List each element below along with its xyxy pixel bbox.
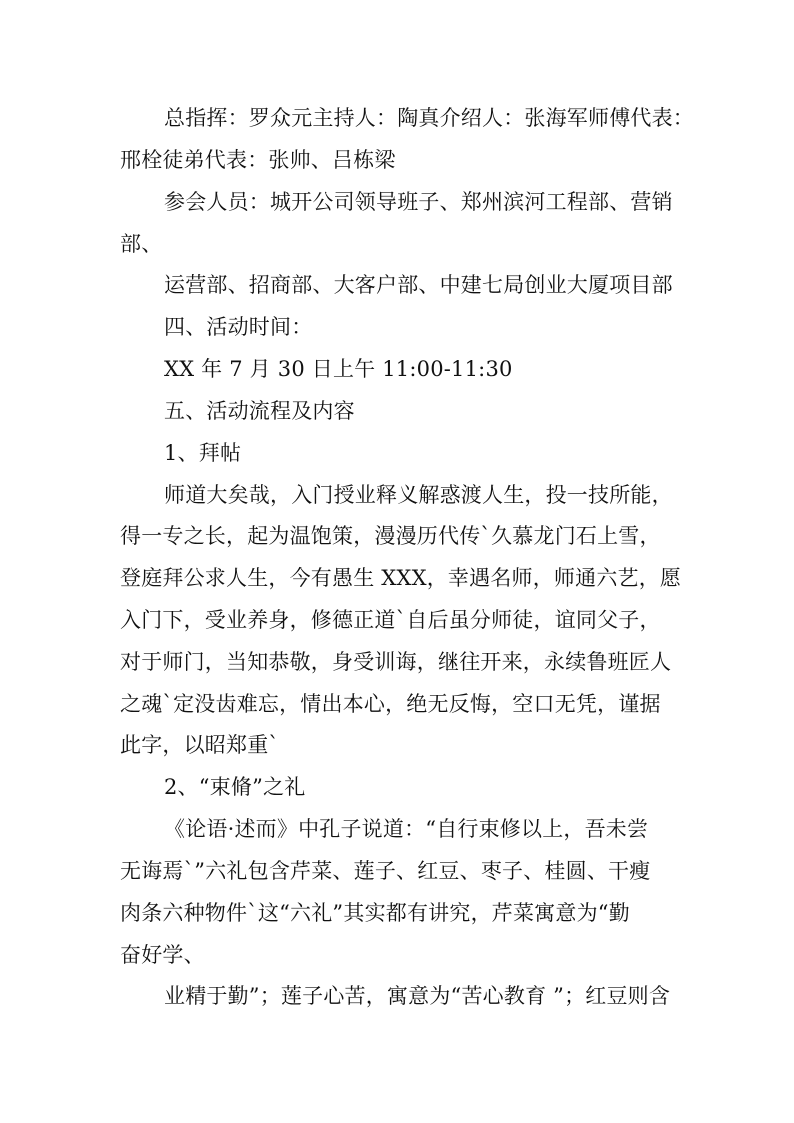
text-line: 参会人员：城开公司领导班子、郑州滨河工程部、营销: [164, 190, 673, 214]
text-line: 此字，以昭郑重`: [120, 733, 280, 757]
text-line: 入门下，受业养身，修德正道`自后虽分师徒，谊同父子，: [120, 608, 661, 632]
section-heading: 五、活动流程及内容: [164, 399, 355, 423]
text-line: 肉条六种物件`这“六礼”其实都有讲究，芹菜寓意为“勤: [120, 901, 630, 925]
text-line: 对于师门，当知恭敬，身受训诲，继往开来，永续鲁班匠人: [120, 650, 672, 674]
text-line: 得一专之长，起为温饱策，漫漫历代传`久慕龙门石上雪，: [120, 524, 661, 548]
text-line: 《论语·述而》中孔子说道：“自行束修以上，吾未尝: [164, 817, 649, 841]
text-line: 无诲焉`”六礼包含芹菜、莲子、红豆、枣子、桂圆、干瘦: [120, 859, 651, 883]
text-line: 师道大矣哉，入门授业释义解惑渡人生，投一技所能，: [164, 483, 673, 507]
subsection-heading: 2、“束脩”之礼: [164, 775, 306, 799]
text-line: 业精于勤”；莲子心苦，寓意为“苦心教育 ”；红豆则含: [164, 984, 671, 1008]
text-line: 部、: [120, 232, 163, 256]
text-line: 奋好学、: [120, 943, 205, 967]
text-line: 之魂`定没齿难忘，情出本心，绝无反悔，空口无凭，谨据: [120, 692, 661, 716]
text-line: 运营部、招商部、大客户部、中建七局创业大厦项目部: [164, 273, 673, 297]
text-line: 总指挥：罗众元主持人：陶真介绍人：张海军师傅代表：: [164, 106, 694, 130]
section-heading: 四、活动时间：: [164, 315, 313, 339]
subsection-heading: 1、拜帖: [164, 441, 242, 465]
text-line: 登庭拜公求人生，今有愚生 XXX，幸遇名师，师通六艺，愿: [120, 566, 682, 590]
text-line: XX 年 7 月 30 日上午 11:00-11:30: [164, 357, 513, 381]
text-line: 邢栓徒弟代表：张帅、吕栋梁: [120, 148, 396, 172]
